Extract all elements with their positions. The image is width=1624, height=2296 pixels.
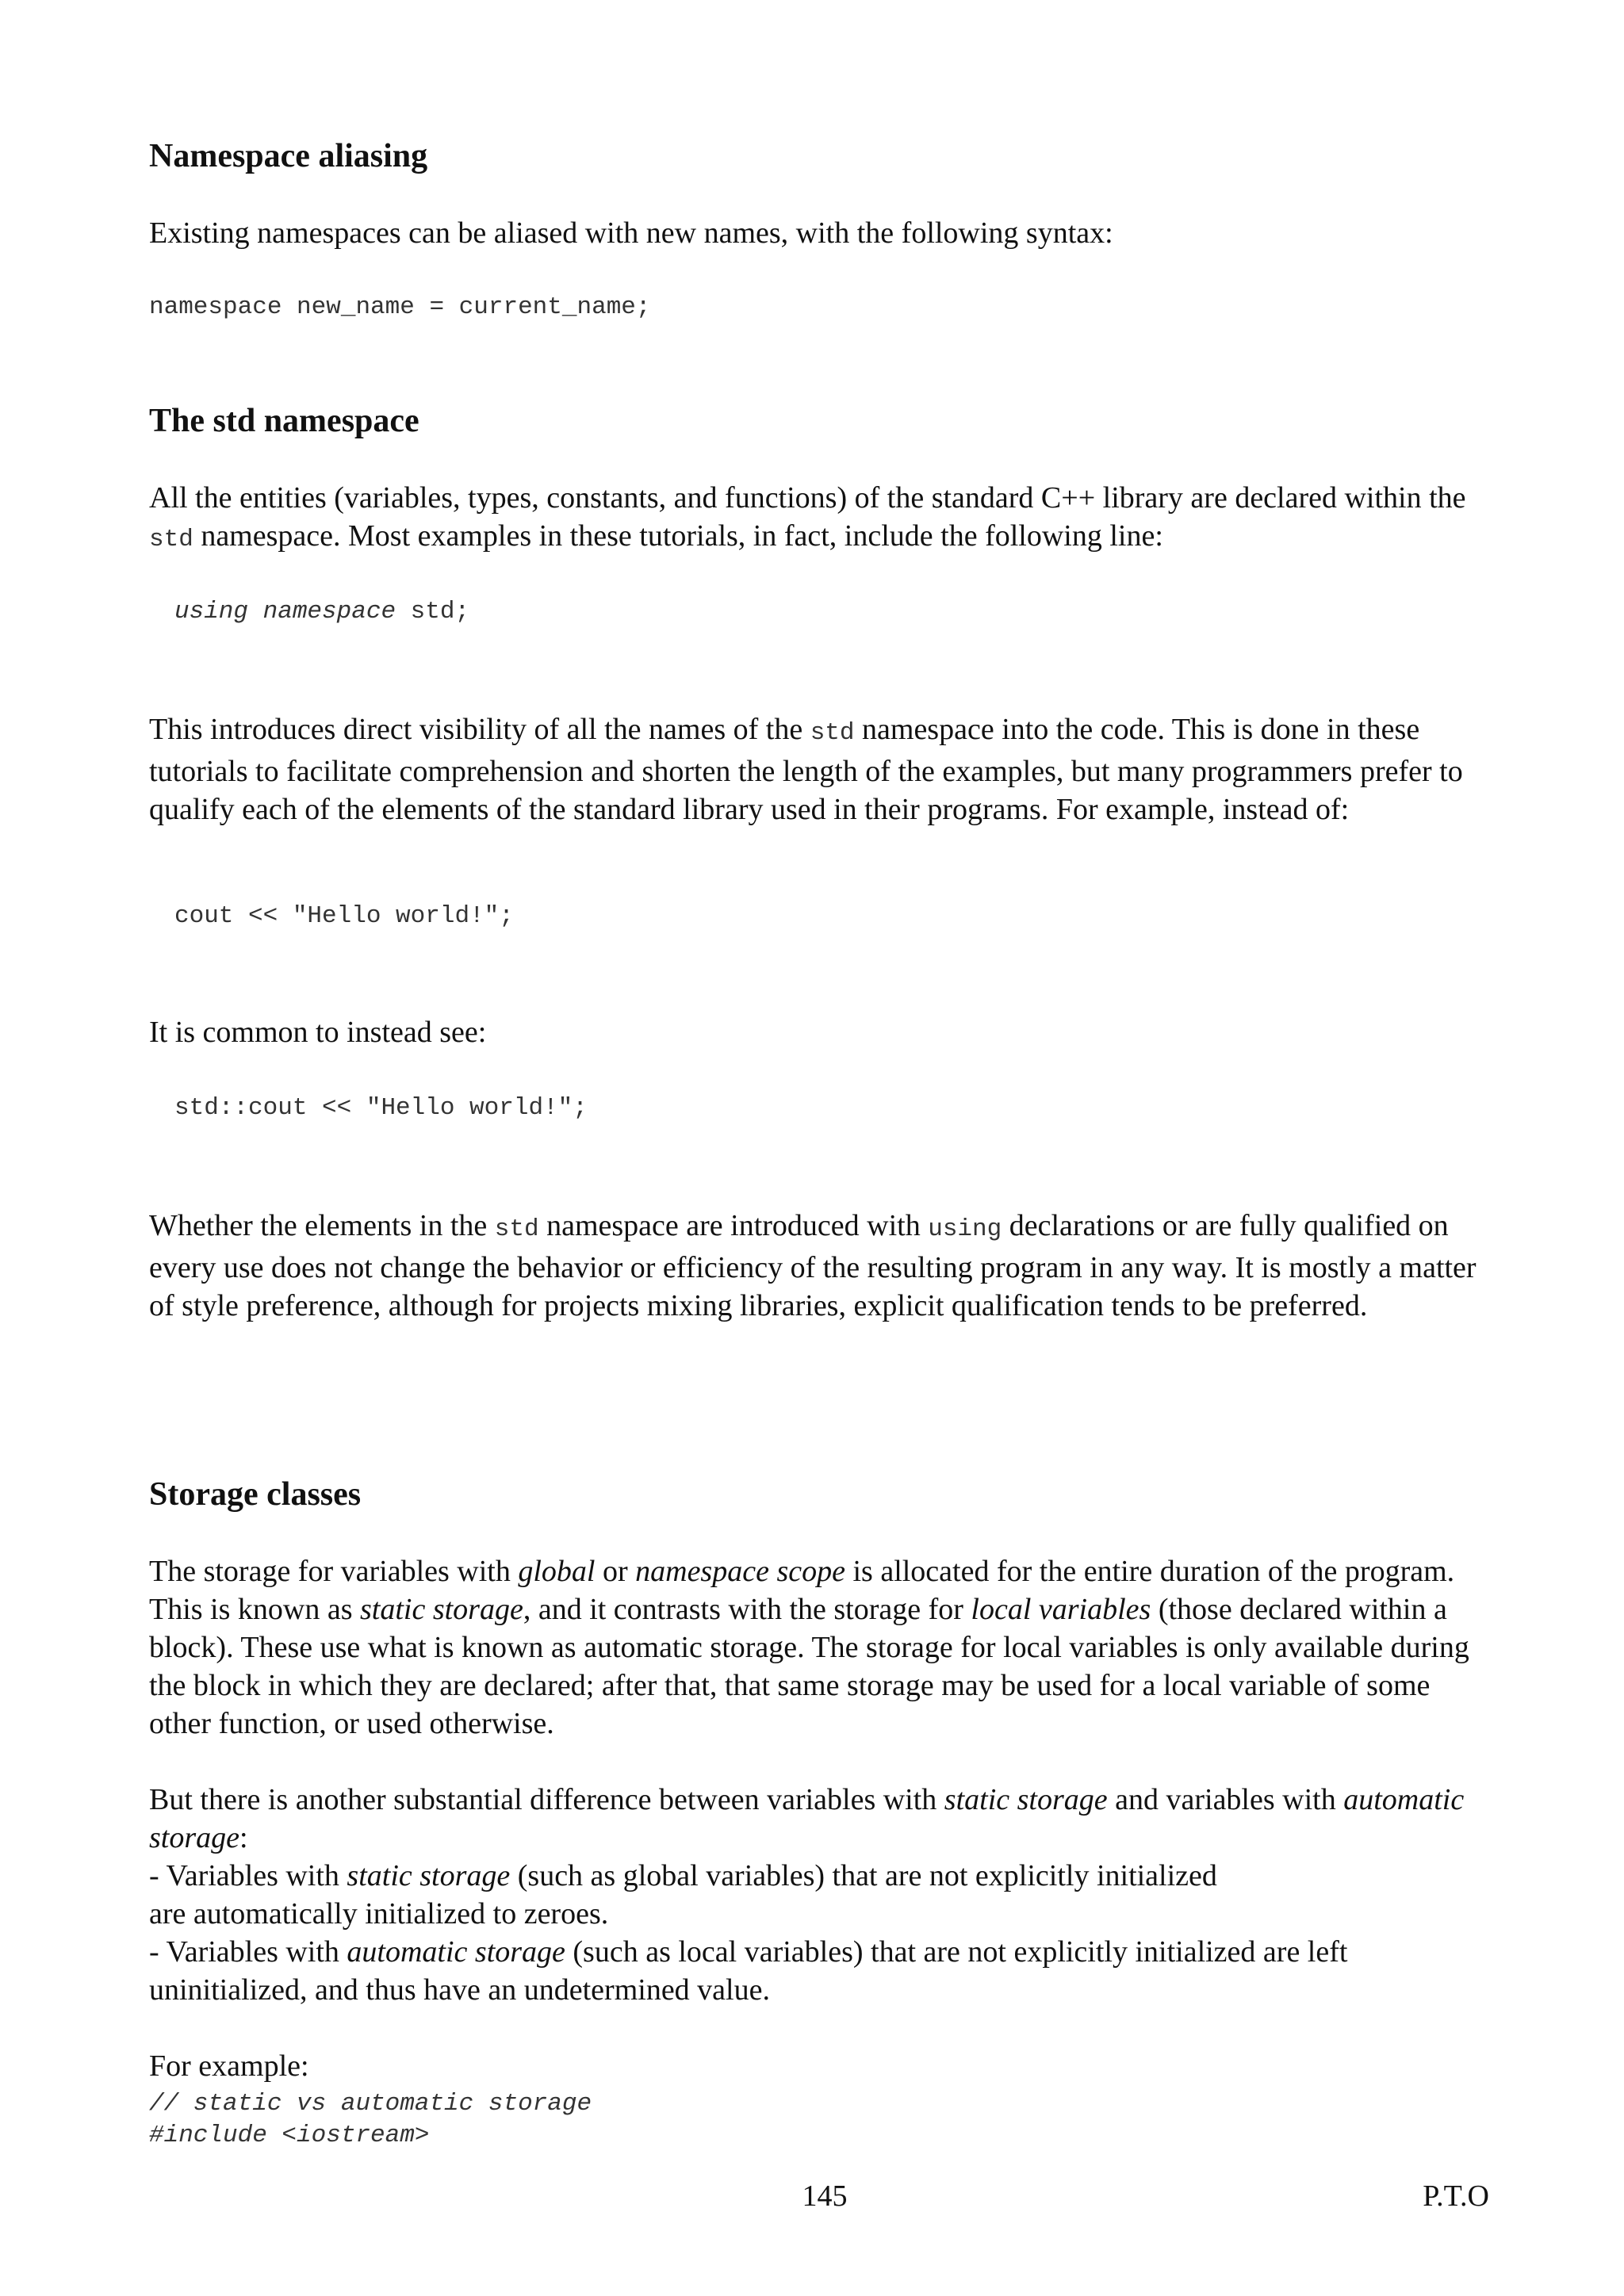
storage-bullet-automatic: - Variables with automatic storage (such as local variables) that are not explicitly initialized are left uninitialized, and thus have an undetermined value. xyxy=(149,1935,1348,2007)
inline-code-std: std xyxy=(149,526,193,553)
std-paragraph-1: All the entities (variables, types, constants, and functions) of the standard C++ library are declared within the std namespace. Most examples in these tutorials, in fact, include the following line: xyxy=(149,481,1466,553)
storage-bullet-static: - Variables with static storage (such as global variables) that are not explicitly initialized are automatically initialized to zeroes. xyxy=(149,1859,1217,1931)
heading-storage-classes: Storage classes xyxy=(149,1476,362,1513)
code-line: #include <iostream> xyxy=(149,2122,430,2149)
storage-paragraph-1: The storage for variables with global or namespace scope is allocated for the entire duration of the program. This is known as static storage, and it contrasts with the storage for local variables (those declared within a block). These use what is known as automatic storage. The storage for local variables is only available during the block in which they are declared; after that, that same storage may be used for a local variable of some other function, or used otherwise. xyxy=(149,1555,1469,1740)
inline-code-std: std xyxy=(810,719,855,747)
page-number: 145 xyxy=(802,2179,848,2213)
std-paragraph-4: Whether the elements in the std namespace are introduced with using declarations or are fully qualified on every use does not change the behavior or efficiency of the resulting program in any way. It is mostly a matter of style preference, although for projects mixing libraries, explicit qualification tends to be preferred. xyxy=(149,1209,1477,1322)
code-alias-syntax: namespace new_name = current_name; xyxy=(149,293,651,321)
code-cout-hello: cout << "Hello world!"; xyxy=(174,902,514,930)
code-std-cout-hello: std::cout << "Hello world!"; xyxy=(174,1094,588,1122)
heading-std-namespace: The std namespace xyxy=(149,403,419,439)
inline-code-std: std xyxy=(494,1215,539,1243)
storage-paragraph-2: But there is another substantial difference between variables with static storage and variables with automatic storage: xyxy=(149,1783,1465,1854)
storage-paragraph-3: For example: xyxy=(149,2049,309,2083)
code-storage-example xyxy=(149,2088,1489,2152)
inline-code-using: using xyxy=(928,1215,1002,1243)
std-paragraph-3: It is common to instead see: xyxy=(149,1016,487,1049)
std-paragraph-2: This introduces direct visibility of all the names of the std namespace into the code. This is done in these tutorials to facilitate comprehension and shorten the length of the examples, but many programmers prefer to qualify each of the elements of the standard library used in their programs. For example, instead of: xyxy=(149,713,1463,826)
heading-namespace-aliasing: Namespace aliasing xyxy=(149,138,428,174)
pto-label: P.T.O xyxy=(1423,2179,1489,2213)
code-using-namespace: using namespace std; xyxy=(174,598,470,626)
alias-paragraph: Existing namespaces can be aliased with new names, with the following syntax: xyxy=(149,216,1113,250)
code-line: // static vs automatic storage xyxy=(149,2090,592,2118)
